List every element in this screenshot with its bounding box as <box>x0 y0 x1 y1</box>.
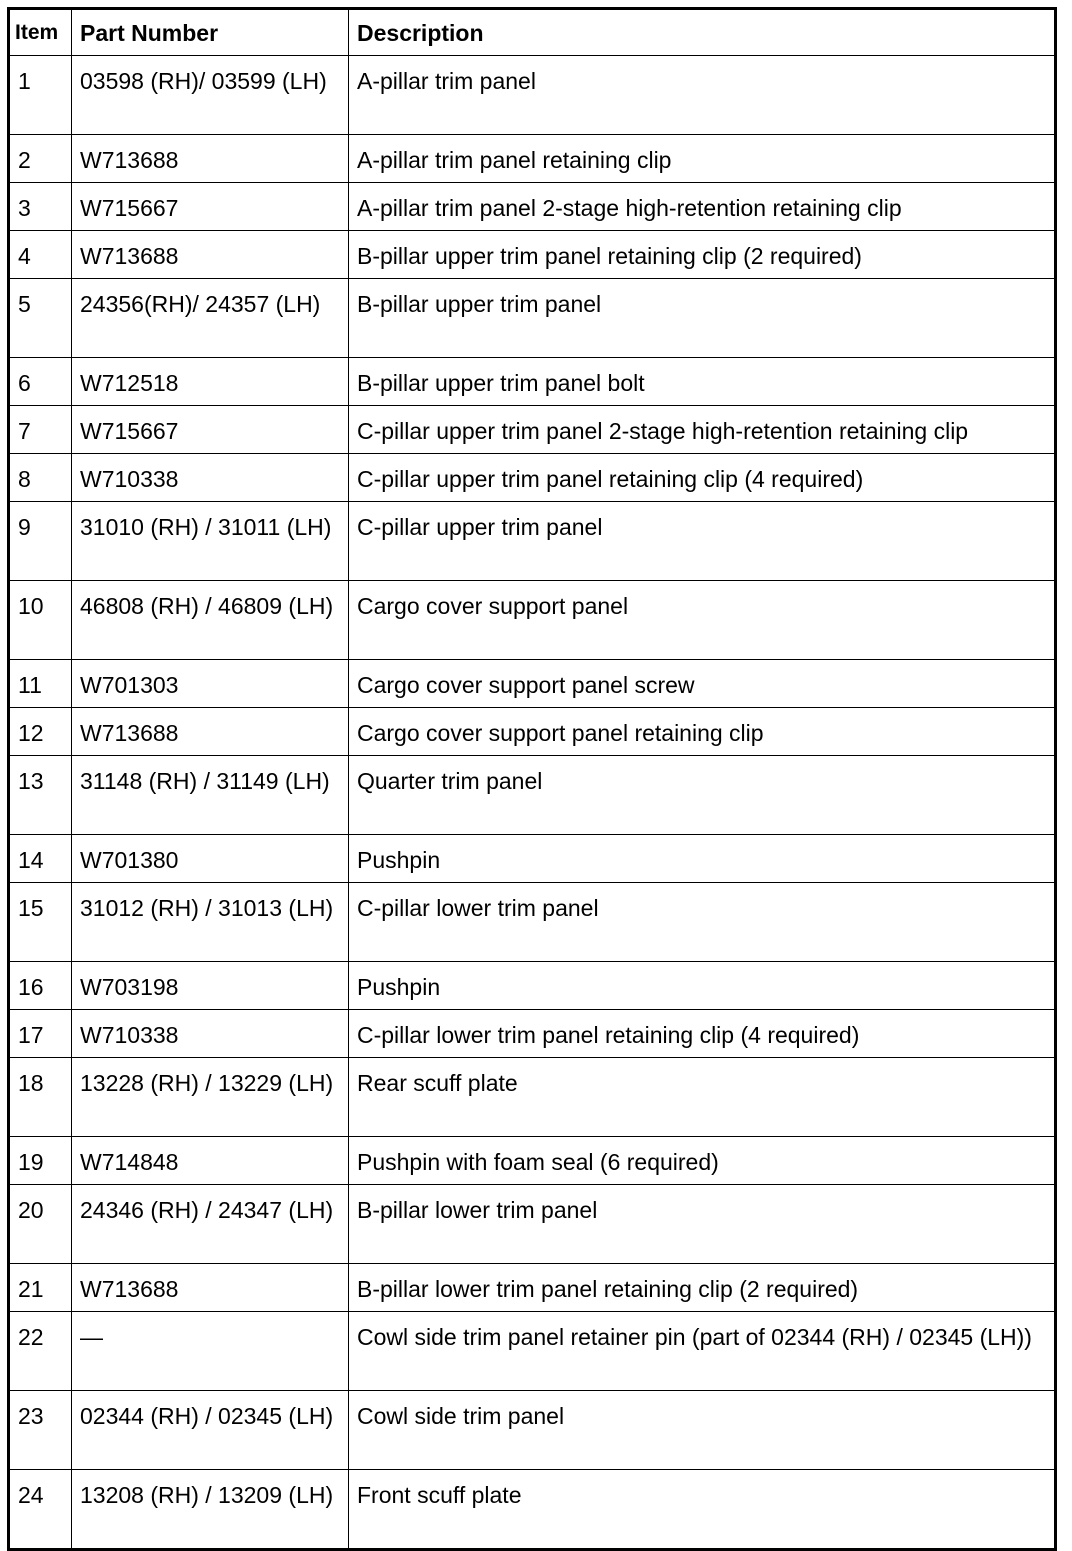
table-row <box>9 962 1056 1010</box>
cell-item: 24 <box>9 1470 72 1550</box>
table-row <box>9 756 1056 835</box>
cell-item: 14 <box>9 835 72 883</box>
cell-item: 12 <box>9 708 72 756</box>
table-row <box>9 135 1056 183</box>
cell-item: 18 <box>9 1058 72 1137</box>
cell-part-number: 13208 (RH) / 13209 (LH) <box>72 1470 349 1550</box>
cell-description: C-pillar upper trim panel 2-stage high-retention retaining clip <box>349 406 1056 454</box>
cell-description: B-pillar upper trim panel <box>349 279 1056 358</box>
table-row <box>9 1058 1056 1137</box>
cell-item: 21 <box>9 1264 72 1312</box>
cell-item: 2 <box>9 135 72 183</box>
cell-item: 10 <box>9 581 72 660</box>
cell-part-number: 02344 (RH) / 02345 (LH) <box>72 1391 349 1470</box>
parts-table <box>7 7 1057 1551</box>
table-row <box>9 1264 1056 1312</box>
cell-description: Pushpin <box>349 962 1056 1010</box>
cell-part-number: W713688 <box>72 231 349 279</box>
table-row <box>9 279 1056 358</box>
table-row <box>9 835 1056 883</box>
cell-description: A-pillar trim panel 2-stage high-retention retaining clip <box>349 183 1056 231</box>
cell-part-number: W713688 <box>72 708 349 756</box>
cell-item: 1 <box>9 56 72 135</box>
cell-part-number: 13228 (RH) / 13229 (LH) <box>72 1058 349 1137</box>
cell-description: Rear scuff plate <box>349 1058 1056 1137</box>
cell-description: B-pillar lower trim panel <box>349 1185 1056 1264</box>
table-row <box>9 708 1056 756</box>
cell-item: 13 <box>9 756 72 835</box>
table-row <box>9 883 1056 962</box>
cell-description: B-pillar upper trim panel retaining clip (2 required) <box>349 231 1056 279</box>
cell-part-number: W710338 <box>72 454 349 502</box>
cell-description: B-pillar upper trim panel bolt <box>349 358 1056 406</box>
cell-part-number: W701303 <box>72 660 349 708</box>
cell-part-number: 46808 (RH) / 46809 (LH) <box>72 581 349 660</box>
cell-description: Cargo cover support panel screw <box>349 660 1056 708</box>
cell-item: 4 <box>9 231 72 279</box>
cell-description: Pushpin <box>349 835 1056 883</box>
cell-item: 19 <box>9 1137 72 1185</box>
cell-description: Pushpin with foam seal (6 required) <box>349 1137 1056 1185</box>
table-row <box>9 1010 1056 1058</box>
cell-item: 15 <box>9 883 72 962</box>
cell-description: C-pillar upper trim panel retaining clip (4 required) <box>349 454 1056 502</box>
cell-description: Quarter trim panel <box>349 756 1056 835</box>
cell-description: Front scuff plate <box>349 1470 1056 1550</box>
table-row <box>9 1391 1056 1470</box>
table-row <box>9 406 1056 454</box>
cell-part-number: 31012 (RH) / 31013 (LH) <box>72 883 349 962</box>
table-header-row <box>9 9 1056 56</box>
cell-item: 16 <box>9 962 72 1010</box>
cell-item: 9 <box>9 502 72 581</box>
cell-description: Cargo cover support panel <box>349 581 1056 660</box>
table-row <box>9 1470 1056 1550</box>
cell-item: 20 <box>9 1185 72 1264</box>
cell-part-number: W713688 <box>72 1264 349 1312</box>
cell-part-number: — <box>72 1312 349 1391</box>
cell-part-number: 31010 (RH) / 31011 (LH) <box>72 502 349 581</box>
cell-part-number: W715667 <box>72 183 349 231</box>
cell-part-number: 03598 (RH)/ 03599 (LH) <box>72 56 349 135</box>
table-row <box>9 660 1056 708</box>
cell-part-number: W701380 <box>72 835 349 883</box>
cell-description: C-pillar upper trim panel <box>349 502 1056 581</box>
cell-part-number: 31148 (RH) / 31149 (LH) <box>72 756 349 835</box>
header-part-number: Part Number <box>72 9 349 56</box>
cell-item: 8 <box>9 454 72 502</box>
table-row <box>9 454 1056 502</box>
cell-part-number: W715667 <box>72 406 349 454</box>
table-row <box>9 56 1056 135</box>
table-row <box>9 358 1056 406</box>
cell-item: 6 <box>9 358 72 406</box>
cell-description: A-pillar trim panel <box>349 56 1056 135</box>
cell-part-number: W713688 <box>72 135 349 183</box>
cell-description: C-pillar lower trim panel <box>349 883 1056 962</box>
cell-description: A-pillar trim panel retaining clip <box>349 135 1056 183</box>
cell-item: 7 <box>9 406 72 454</box>
header-item: Item <box>9 9 72 56</box>
cell-part-number: W712518 <box>72 358 349 406</box>
cell-description: C-pillar lower trim panel retaining clip (4 required) <box>349 1010 1056 1058</box>
cell-item: 11 <box>9 660 72 708</box>
cell-item: 17 <box>9 1010 72 1058</box>
cell-description: Cargo cover support panel retaining clip <box>349 708 1056 756</box>
table-row <box>9 1312 1056 1391</box>
table-row <box>9 502 1056 581</box>
table-row <box>9 1137 1056 1185</box>
cell-item: 5 <box>9 279 72 358</box>
table-row <box>9 1185 1056 1264</box>
cell-part-number: 24346 (RH) / 24347 (LH) <box>72 1185 349 1264</box>
cell-item: 22 <box>9 1312 72 1391</box>
cell-item: 3 <box>9 183 72 231</box>
cell-part-number: W703198 <box>72 962 349 1010</box>
cell-description: Cowl side trim panel retainer pin (part of 02344 (RH) / 02345 (LH)) <box>349 1312 1056 1391</box>
cell-item: 23 <box>9 1391 72 1470</box>
table-row <box>9 183 1056 231</box>
cell-part-number: W710338 <box>72 1010 349 1058</box>
header-description: Description <box>349 9 1056 56</box>
table-row <box>9 581 1056 660</box>
table-row <box>9 231 1056 279</box>
cell-part-number: W714848 <box>72 1137 349 1185</box>
cell-description: Cowl side trim panel <box>349 1391 1056 1470</box>
cell-part-number: 24356(RH)/ 24357 (LH) <box>72 279 349 358</box>
cell-description: B-pillar lower trim panel retaining clip (2 required) <box>349 1264 1056 1312</box>
